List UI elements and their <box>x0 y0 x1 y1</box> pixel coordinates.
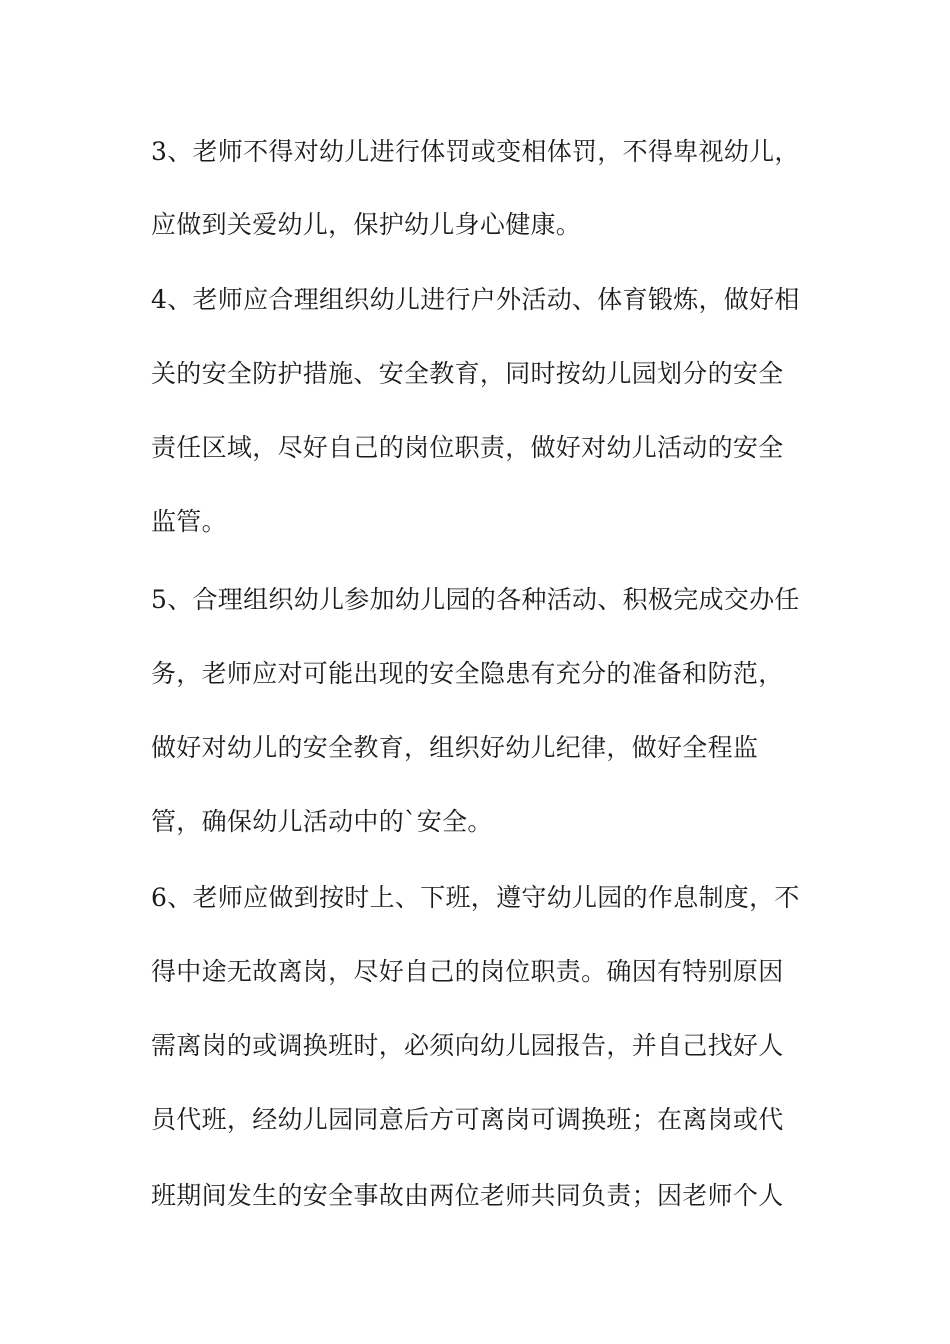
text-line: 务，老师应对可能出现的安全隐患有充分的准备和防范， <box>151 659 784 688</box>
text-line: 监管。 <box>151 507 227 536</box>
text-line: 4、老师应合理组织幼儿进行户外活动、体育锻炼，做好相 <box>151 285 800 314</box>
text-line: 员代班，经幼儿园同意后方可离岗可调换班；在离岗或代 <box>151 1105 784 1134</box>
text-line: 应做到关爱幼儿，保护幼儿身心健康。 <box>151 210 582 239</box>
text-line: 关的安全防护措施、安全教育，同时按幼儿园划分的安全 <box>151 359 784 388</box>
text-line: 3、老师不得对幼儿进行体罚或变相体罚，不得卑视幼儿， <box>151 137 800 166</box>
text-line: 做好对幼儿的安全教育，组织好幼儿纪律，做好全程监 <box>151 733 759 762</box>
text-line: 5、合理组织幼儿参加幼儿园的各种活动、积极完成交办任 <box>151 585 800 614</box>
text-line: 需离岗的或调换班时，必须向幼儿园报告，并自己找好人 <box>151 1031 784 1060</box>
text-line: 得中途无故离岗，尽好自己的岗位职责。确因有特别原因 <box>151 957 784 986</box>
text-line: 6、老师应做到按时上、下班，遵守幼儿园的作息制度，不 <box>151 883 800 912</box>
text-line: 管，确保幼儿活动中的`安全。 <box>151 807 493 836</box>
text-line: 责任区域，尽好自己的岗位职责，做好对幼儿活动的安全 <box>151 433 784 462</box>
text-line: 班期间发生的安全事故由两位老师共同负责；因老师个人 <box>151 1181 784 1210</box>
